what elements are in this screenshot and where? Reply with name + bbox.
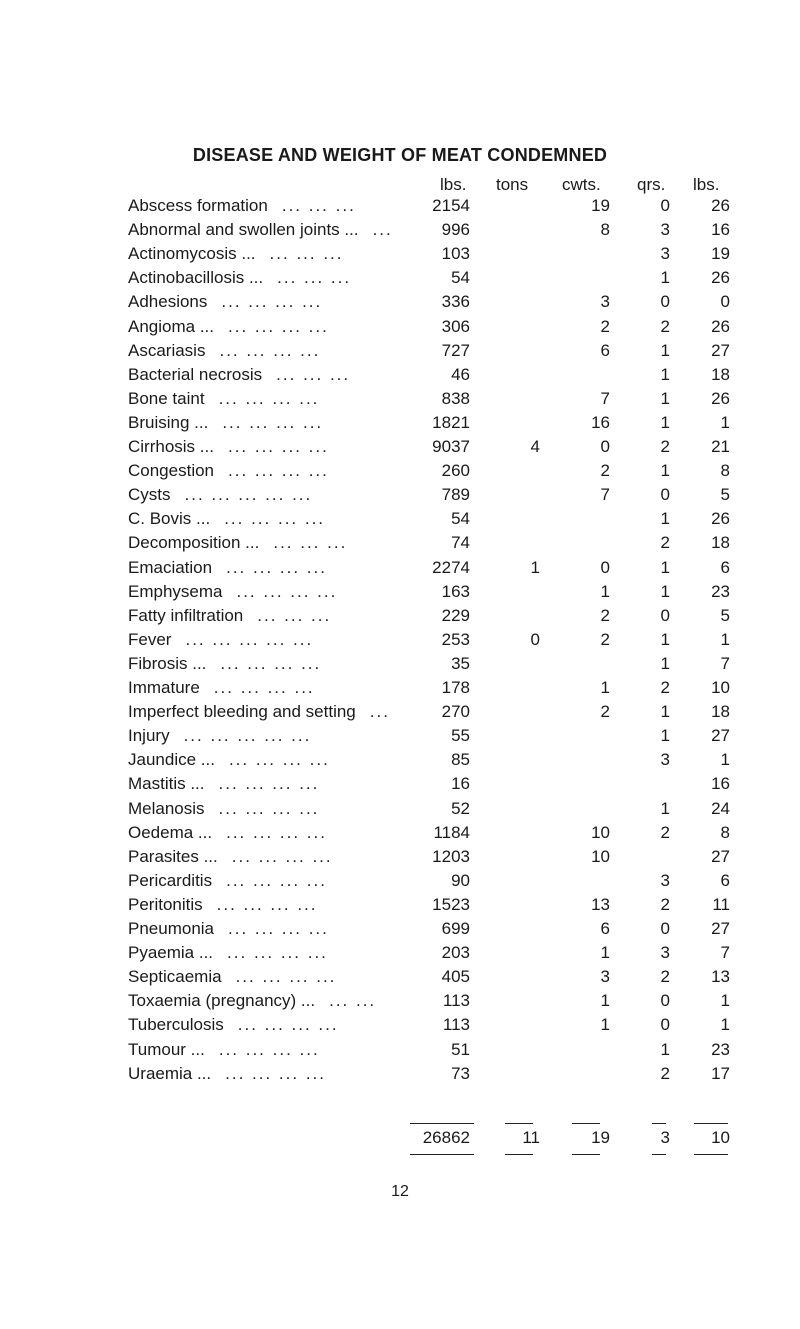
leader-dots: ... ... ... ...: [227, 943, 328, 963]
leader-dots: ... ... ... ...: [218, 798, 320, 818]
disease-label: Parasites ...: [128, 846, 218, 866]
page-number: 12: [391, 1183, 409, 1200]
weight-lbs-remainder: 1: [720, 750, 730, 770]
leader-dots: ... ... ... ...: [227, 437, 329, 456]
total-rule-bottom-tons: [505, 1154, 533, 1155]
table-row: [0, 341, 800, 365]
leader-dots: ...: [369, 702, 390, 722]
weight-lbs-remainder: 0: [720, 292, 730, 312]
leader-dots: ...: [372, 220, 393, 240]
disease-label: Tumour ...: [128, 1039, 205, 1059]
leader-dots: ... ... ... ...: [220, 653, 322, 673]
weight-lbs: 1203: [432, 846, 470, 866]
weight-lbs-remainder: 27: [711, 726, 730, 746]
weight-lbs: 336: [441, 292, 470, 312]
disease-label: Cirrhosis ...: [128, 437, 214, 456]
disease-label: Congestion: [128, 461, 215, 481]
table-row: [0, 799, 800, 823]
weight-lbs: 2274: [432, 557, 470, 577]
table-row: [0, 726, 800, 750]
weight-qrs: 1: [660, 268, 670, 288]
weight-lbs: 113: [442, 991, 470, 1011]
disease-label: C. Bovis ...: [128, 509, 211, 529]
weight-lbs-remainder: 26: [711, 388, 730, 408]
table-row: [0, 967, 800, 991]
weight-lbs-remainder: 6: [720, 870, 730, 890]
weight-qrs: 1: [660, 629, 670, 649]
weight-lbs: 46: [451, 364, 470, 384]
table-row: [0, 389, 800, 413]
weight-cwts: 10: [591, 846, 610, 866]
weight-lbs-remainder: 21: [711, 437, 730, 456]
table-row: [0, 1015, 800, 1039]
table-row: [0, 220, 800, 244]
weight-qrs: 0: [660, 196, 670, 215]
weight-lbs: 1184: [433, 822, 470, 842]
total-tons: 11: [522, 1128, 540, 1147]
table-row: [0, 823, 800, 847]
weight-lbs: 35: [451, 653, 470, 673]
leader-dots: ... ... ...: [276, 364, 351, 384]
leader-dots: ... ... ... ...: [213, 678, 315, 697]
weight-cwts: 1: [600, 581, 610, 601]
leader-dots: ... ... ... ...: [226, 870, 327, 890]
disease-label: Angioma ...: [128, 316, 214, 336]
weight-qrs: 0: [660, 605, 670, 625]
weight-cwts: 10: [591, 822, 610, 842]
table-row: [0, 1064, 800, 1088]
weight-lbs-remainder: 26: [711, 268, 730, 288]
weight-qrs: 3: [660, 943, 670, 963]
weight-qrs: 1: [660, 726, 670, 746]
weight-cwts: 13: [591, 894, 610, 914]
weight-lbs: 838: [441, 388, 470, 408]
leader-dots: ... ... ...: [269, 244, 344, 264]
disease-label: Emphysema: [128, 581, 223, 601]
disease-label: Toxaemia (pregnancy) ...: [128, 991, 316, 1011]
leader-dots: ... ... ... ...: [228, 919, 329, 938]
total-rule-top-lbs2: [694, 1123, 728, 1124]
disease-label: Injury: [128, 726, 170, 746]
weight-cwts: 2: [600, 605, 610, 625]
weight-lbs-remainder: 27: [711, 919, 730, 938]
weight-cwts: 7: [600, 485, 610, 505]
page-title: DISEASE AND WEIGHT OF MEAT CONDEMNED: [192, 145, 608, 165]
disease-label: Septicaemia: [128, 967, 222, 987]
weight-lbs-remainder: 16: [711, 774, 730, 794]
disease-label: Imperfect bleeding and setting: [128, 702, 356, 722]
weight-lbs: 699: [441, 919, 470, 938]
table-row: [0, 678, 800, 702]
weight-lbs: 203: [441, 943, 470, 963]
leader-dots: ... ...: [329, 991, 377, 1011]
leader-dots: ... ... ...: [281, 196, 356, 215]
weight-qrs: 0: [660, 991, 670, 1011]
disease-label: Abscess formation: [128, 196, 268, 215]
weight-cwts: 6: [600, 340, 610, 360]
total-rule-bottom-lbs: [410, 1154, 474, 1155]
table-row: [0, 244, 800, 268]
weight-lbs-remainder: 26: [711, 196, 730, 215]
header-cwts: cwts.: [562, 175, 601, 194]
weight-lbs: 1821: [432, 412, 470, 432]
weight-lbs: 54: [451, 268, 470, 288]
disease-label: Pericarditis: [128, 870, 213, 890]
leader-dots: ... ... ... ...: [231, 846, 333, 866]
disease-label: Peritonitis: [128, 894, 203, 914]
leader-dots: ... ... ... ... ...: [185, 629, 314, 649]
weight-lbs-remainder: 23: [711, 1039, 730, 1059]
table-row: [0, 871, 800, 895]
weight-qrs: 1: [660, 340, 670, 360]
table-row: [0, 437, 800, 461]
table-row: [0, 630, 800, 654]
table-row: [0, 558, 800, 582]
total-rule-top-tons: [505, 1123, 533, 1124]
total-lbs2: 10: [711, 1128, 730, 1147]
table-row: [0, 654, 800, 678]
weight-lbs: 9037: [432, 437, 470, 456]
weight-lbs-remainder: 1: [720, 629, 730, 649]
total-rule-bottom-qrs: [652, 1154, 666, 1155]
table-row: [0, 750, 800, 774]
weight-qrs: 2: [660, 894, 670, 914]
header-qrs: qrs.: [637, 175, 666, 194]
weight-lbs-remainder: 27: [711, 846, 730, 866]
total-lbs: 26862: [422, 1128, 470, 1147]
table-row: [0, 268, 800, 292]
leader-dots: ... ... ... ...: [235, 967, 337, 987]
weight-lbs-remainder: 1: [720, 1015, 730, 1035]
weight-qrs: 1: [660, 653, 670, 673]
weight-lbs-remainder: 16: [711, 220, 730, 240]
weight-qrs: 2: [660, 316, 670, 336]
weight-cwts: 8: [600, 220, 610, 240]
disease-label: Mastitis ...: [128, 774, 205, 794]
weight-lbs-remainder: 11: [712, 894, 730, 914]
weight-cwts: 2: [600, 316, 610, 336]
leader-dots: ... ... ... ...: [228, 750, 330, 770]
total-rule-bottom-cwts: [572, 1154, 600, 1155]
leader-dots: ... ... ... ...: [228, 461, 329, 481]
leader-dots: ... ... ... ...: [226, 557, 327, 577]
weight-cwts: 7: [600, 388, 610, 408]
weight-lbs-remainder: 8: [720, 822, 730, 842]
weight-lbs-remainder: 18: [711, 533, 730, 553]
weight-qrs: 2: [660, 533, 670, 553]
weight-cwts: 1: [600, 991, 610, 1011]
table-row: [0, 774, 800, 798]
weight-qrs: 1: [660, 461, 670, 481]
weight-lbs: 163: [441, 581, 470, 601]
weight-cwts: 0: [600, 437, 610, 456]
weight-lbs-remainder: 7: [720, 653, 730, 673]
weight-tons: 4: [530, 437, 540, 456]
total-rule-bottom-lbs2: [694, 1154, 728, 1155]
weight-lbs-remainder: 19: [711, 244, 730, 264]
weight-cwts: 1: [600, 678, 610, 697]
total-rule-top-lbs: [410, 1123, 474, 1124]
weight-tons: 0: [530, 629, 540, 649]
weight-lbs-remainder: 26: [711, 509, 730, 529]
weight-qrs: 3: [660, 750, 670, 770]
leader-dots: ... ... ... ...: [218, 388, 320, 408]
leader-dots: ... ... ... ...: [219, 340, 321, 360]
table-row: [0, 365, 800, 389]
table-row: [0, 606, 800, 630]
weight-cwts: 1: [600, 943, 610, 963]
weight-lbs: 73: [451, 1063, 470, 1083]
weight-cwts: 16: [591, 412, 610, 432]
weight-qrs: 3: [660, 244, 670, 264]
table-row: [0, 991, 800, 1015]
weight-qrs: 1: [660, 557, 670, 577]
table-row: [0, 461, 800, 485]
weight-lbs: 103: [441, 244, 470, 264]
leader-dots: ... ... ... ...: [222, 412, 324, 432]
header-lbs: lbs.: [440, 175, 467, 194]
weight-lbs-remainder: 5: [720, 605, 730, 625]
weight-qrs: 1: [660, 509, 670, 529]
weight-qrs: 3: [660, 220, 670, 240]
leader-dots: ... ... ...: [277, 268, 352, 288]
weight-lbs: 52: [451, 798, 470, 818]
weight-tons: 1: [530, 557, 540, 577]
table-row: [0, 317, 800, 341]
table-row: [0, 895, 800, 919]
weight-cwts: 3: [600, 967, 610, 987]
weight-qrs: 2: [660, 822, 670, 842]
weight-lbs-remainder: 17: [711, 1063, 730, 1083]
disease-label: Uraemia ...: [128, 1063, 212, 1083]
disease-label: Tuberculosis: [128, 1015, 224, 1035]
leader-dots: ... ... ... ... ...: [184, 485, 313, 505]
weight-lbs-remainder: 26: [711, 316, 730, 336]
table-row: [0, 509, 800, 533]
total-rule-top-cwts: [572, 1123, 600, 1124]
table-row: [0, 196, 800, 220]
weight-lbs-remainder: 23: [711, 581, 730, 601]
disease-label: Adhesions: [128, 292, 208, 312]
weight-qrs: 1: [660, 388, 670, 408]
weight-cwts: 1: [600, 1015, 610, 1035]
disease-label: Melanosis: [128, 798, 205, 818]
leader-dots: ... ... ... ...: [218, 774, 320, 794]
weight-lbs: 405: [441, 967, 470, 987]
weight-qrs: 3: [660, 870, 670, 890]
weight-lbs: 113: [442, 1015, 470, 1035]
weight-qrs: 2: [660, 967, 670, 987]
leader-dots: ... ... ... ...: [236, 581, 338, 601]
weight-qrs: 1: [660, 364, 670, 384]
disease-label: Bone taint: [128, 388, 205, 408]
leader-dots: ... ... ... ...: [237, 1015, 339, 1035]
weight-lbs-remainder: 5: [720, 485, 730, 505]
header-lbs2: lbs.: [693, 175, 720, 194]
table-row: [0, 485, 800, 509]
weight-lbs: 90: [451, 870, 470, 890]
table-row: [0, 292, 800, 316]
disease-label: Fever: [128, 629, 172, 649]
disease-label: Jaundice ...: [128, 750, 215, 770]
weight-lbs: 727: [441, 340, 470, 360]
weight-lbs: 54: [451, 509, 470, 529]
leader-dots: ... ... ...: [257, 605, 332, 625]
weight-lbs: 306: [441, 316, 470, 336]
leader-dots: ... ... ... ...: [216, 894, 318, 914]
weight-qrs: 1: [660, 1039, 670, 1059]
total-rule-top-qrs: [652, 1123, 666, 1124]
weight-lbs-remainder: 6: [720, 557, 730, 577]
weight-lbs-remainder: 18: [711, 702, 730, 722]
weight-lbs: 1523: [432, 894, 470, 914]
weight-cwts: 2: [600, 702, 610, 722]
table-row: [0, 702, 800, 726]
weight-lbs: 85: [451, 750, 470, 770]
weight-qrs: 0: [660, 292, 670, 312]
weight-lbs-remainder: 1: [720, 991, 730, 1011]
weight-lbs: 55: [451, 726, 470, 746]
weight-lbs: 178: [441, 678, 470, 697]
weight-lbs: 2154: [432, 196, 470, 215]
weight-qrs: 1: [660, 581, 670, 601]
disease-label: Cysts: [128, 485, 171, 505]
leader-dots: ... ... ...: [273, 533, 348, 553]
weight-lbs: 260: [441, 461, 470, 481]
weight-lbs-remainder: 7: [720, 943, 730, 963]
disease-label: Oedema ...: [128, 822, 213, 842]
disease-label: Emaciation: [128, 557, 213, 577]
weight-lbs-remainder: 18: [711, 364, 730, 384]
disease-label: Pyaemia ...: [128, 943, 214, 963]
weight-cwts: 6: [600, 919, 610, 938]
leader-dots: ... ... ... ...: [228, 316, 329, 336]
weight-qrs: 0: [660, 485, 670, 505]
table-row: [0, 1040, 800, 1064]
disease-label: Bacterial necrosis: [128, 364, 263, 384]
weight-qrs: 2: [660, 678, 670, 697]
disease-label: Ascariasis: [128, 340, 206, 360]
weight-lbs: 996: [441, 220, 470, 240]
weight-lbs-remainder: 24: [711, 798, 730, 818]
weight-qrs: 1: [660, 412, 670, 432]
totals-row: [0, 1128, 800, 1152]
weight-lbs: 51: [451, 1039, 470, 1059]
total-qrs: 3: [660, 1128, 670, 1147]
leader-dots: ... ... ... ...: [224, 509, 326, 529]
weight-qrs: 2: [660, 1063, 670, 1083]
weight-qrs: 1: [660, 702, 670, 722]
disease-label: Fatty infiltration: [128, 605, 244, 625]
weight-lbs: 789: [441, 485, 470, 505]
table-row: [0, 413, 800, 437]
weight-lbs-remainder: 8: [720, 461, 730, 481]
weight-qrs: 2: [660, 437, 670, 456]
disease-label: Decomposition ...: [128, 533, 260, 553]
weight-lbs: 229: [441, 605, 470, 625]
weight-lbs-remainder: 1: [720, 412, 730, 432]
weight-cwts: 3: [600, 292, 610, 312]
weight-cwts: 2: [600, 461, 610, 481]
weight-lbs-remainder: 10: [711, 678, 730, 697]
weight-qrs: 0: [660, 1015, 670, 1035]
disease-label: Bruising ...: [128, 412, 209, 432]
weight-lbs: 74: [451, 533, 470, 553]
disease-label: Pneumonia: [128, 919, 215, 938]
table-row: [0, 919, 800, 943]
weight-cwts: 0: [600, 557, 610, 577]
weight-lbs-remainder: 13: [711, 967, 730, 987]
leader-dots: ... ... ... ...: [221, 292, 323, 312]
leader-dots: ... ... ... ...: [218, 1039, 320, 1059]
weight-lbs: 270: [441, 702, 470, 722]
disease-label: Immature: [128, 678, 200, 697]
weight-qrs: 0: [660, 919, 670, 938]
disease-label: Actinobacillosis ...: [128, 268, 264, 288]
weight-lbs-remainder: 27: [711, 340, 730, 360]
total-cwts: 19: [591, 1128, 610, 1147]
weight-cwts: 2: [600, 629, 610, 649]
weight-qrs: 1: [660, 798, 670, 818]
weight-cwts: 19: [591, 196, 610, 215]
weight-lbs: 253: [441, 629, 470, 649]
disease-label: Fibrosis ...: [128, 653, 207, 673]
leader-dots: ... ... ... ...: [225, 1063, 326, 1083]
leader-dots: ... ... ... ...: [226, 822, 327, 842]
leader-dots: ... ... ... ... ...: [183, 726, 312, 746]
disease-label: Abnormal and swollen joints ...: [128, 220, 359, 240]
table-row: [0, 943, 800, 967]
header-tons: tons: [496, 175, 529, 194]
table-row: [0, 847, 800, 871]
disease-label: Actinomycosis ...: [128, 244, 256, 264]
weight-lbs: 16: [451, 774, 470, 794]
table-row: [0, 582, 800, 606]
table-row: [0, 533, 800, 557]
